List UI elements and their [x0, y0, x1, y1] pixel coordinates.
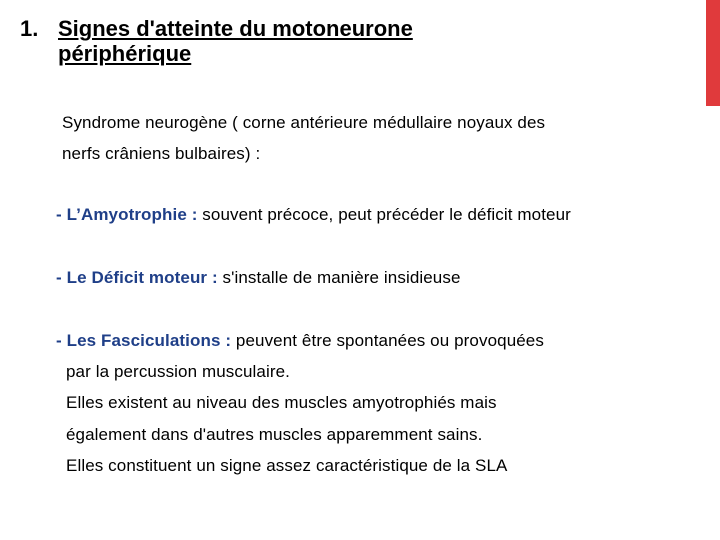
- intro-line-2: nerfs crâniens bulbaires) :: [62, 144, 261, 163]
- title-number: 1.: [20, 16, 39, 41]
- item-amyotrophie: [56, 199, 571, 230]
- item-deficit-moteur: [56, 262, 461, 293]
- fasciculations-line-2: Elles existent au niveau des muscles amyotrophiés mais: [66, 393, 497, 412]
- item-text: souvent précoce, peut précéder le déficit moteur: [197, 205, 571, 224]
- item-label: - Le Déficit moteur :: [56, 268, 218, 287]
- slide-title: [20, 16, 680, 66]
- item-label: - L’Amyotrophie :: [56, 205, 198, 224]
- item-fasciculations: [56, 325, 544, 356]
- title-text: Signes d'atteinte du motoneurone périphérique: [58, 16, 413, 66]
- fasciculations-line-4: Elles constituent un signe assez caractéristique de la SLA: [66, 456, 508, 475]
- fasciculations-line-1: par la percussion musculaire.: [66, 362, 290, 381]
- accent-bar: [706, 0, 720, 106]
- intro-line-1: Syndrome neurogène ( corne antérieure médullaire noyaux des: [62, 113, 546, 132]
- intro-paragraph: [62, 107, 545, 169]
- item-label: - Les Fasciculations :: [56, 331, 232, 350]
- fasciculations-line-3: également dans d'autres muscles apparemment sains.: [66, 425, 483, 444]
- item-text: s'installe de manière insidieuse: [217, 268, 461, 287]
- item-text: peuvent être spontanées ou provoquées: [231, 331, 544, 350]
